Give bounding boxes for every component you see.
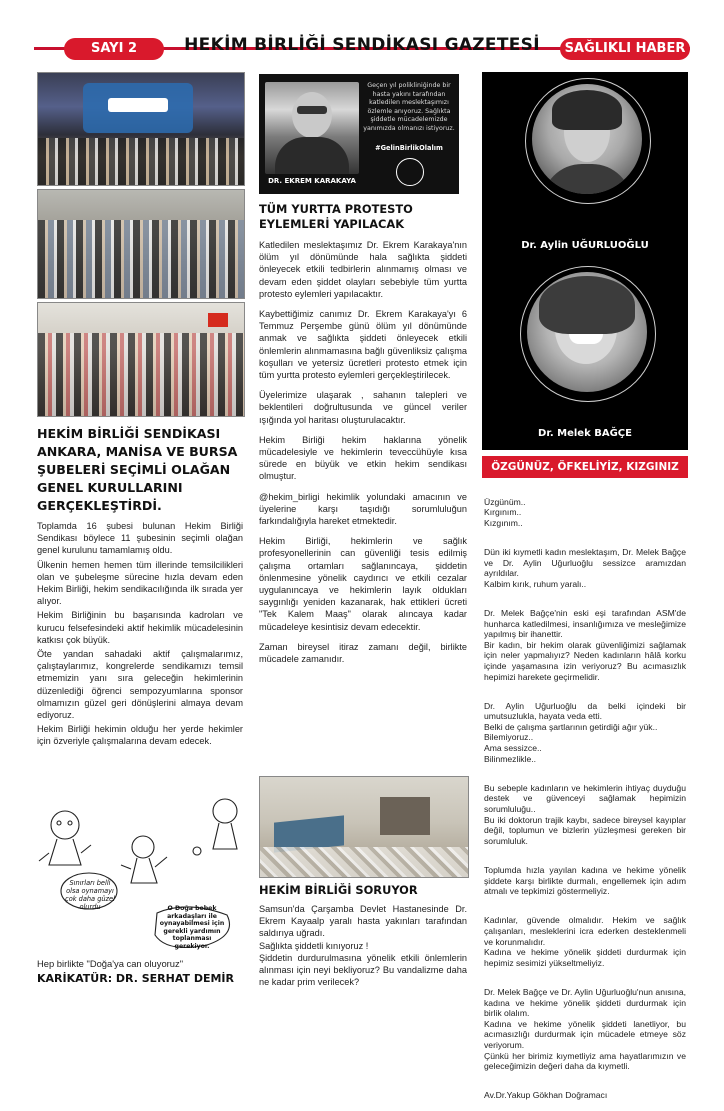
cartoonist-credit: KARİKATÜR: DR. SERHAT DEMİR <box>37 972 234 985</box>
cartoon-speech: Sınırları belli olsa oynamayı çok daha güzel olurdu <box>65 879 115 911</box>
section-badge: SAĞLIKLI HABER <box>560 38 690 60</box>
middle-headline-2: HEKİM BİRLİĞİ SORUYOR <box>259 883 418 897</box>
middle-paragraph: Kaybettiğimiz canımız Dr. Ekrem Karakaya'yı 6 Temmuz Perşembe günü ölüm yıl dönümünde anmak ve sağlıkta şiddeti önleyecek etkili önlemlerin alınmamasına bağlı güvenliksiz çalışma koşulları ve yetersiz ücretleri protesto etmek için tüm yurtta protesto eylemleri gerçekleştirilecek. <box>259 309 467 381</box>
middle-paragraph: Zaman bireysel itiraz zamanı değil, birlikte mücadele zamanıdır. <box>259 641 467 665</box>
middle-paragraph: Şiddetin durdurulmasına yönelik etkili önlemlerin alınması için neyi bekliyoruz? Bu vandalizme daha ne kadar prim verilecek? <box>259 952 467 988</box>
right-paragraph: Üzgünüm.. Kırgınım.. Kızgınım.. <box>484 496 526 528</box>
right-paragraph: Dr. Melek Bağçe ve Dr. Aylin Uğurluoğlu'nun anısına, kadına ve hekime yönelik şiddeti durdurmak için birlik olalım. Kadına ve hekime yönelik şiddeti lanetliyor, bu acımasızlığı durdurmak için mücadele etmeye söz veriyorum. Çünkü her birimiz kıymetliyiz ama hayatlarımızın ve geleceğimizin değeri daha da kıymetli. <box>484 986 686 1072</box>
right-article-body <box>484 486 686 1111</box>
union-logo-icon <box>396 158 424 186</box>
vandalism-photo <box>259 776 469 878</box>
group-photo-3 <box>37 302 245 417</box>
grief-banner: ÖZGÜNÜZ, ÖFKELİYİZ, KIZGINIZ <box>482 456 688 478</box>
group-photo-2 <box>37 189 245 299</box>
newspaper-title: HEKİM BİRLİĞİ SENDİKASI GAZETESİ <box>184 35 540 55</box>
name-aylin: Dr. Aylin UĞURLUOĞLU <box>521 240 649 251</box>
memorial-name: DR. EKREM KARAKAYA <box>268 177 356 185</box>
left-paragraph: Ülkenin hemen hemen tüm illerinde temsilcilikleri olan ve şubeleşme sürecine hızla devam eden Hekim Birliği, hekim sendikacılığında ilk sırada yer alıyor. <box>37 559 243 607</box>
left-paragraph: Toplamda 16 şubesi bulunan Hekim Birliği Sendikası böylece 11 şubesinin seçimli olağan genel kurulunu tamamlamış oldu. <box>37 521 243 556</box>
issue-badge: SAYI 2 <box>64 38 164 60</box>
portrait-melek <box>527 272 647 392</box>
left-paragraph: Öte yandan sahadaki aktif çalışmalarımız, çalıştaylarımız, kongrelerde sendikamızı temsil etmemizin yanı sıra geleceğin hekimlerinin düzenlediği öğrenci sempozyumlarına sponsor olmamızın güzel geri dönüşlerini almaya devam ediyoruz. <box>37 649 243 721</box>
memorial-card <box>259 74 459 194</box>
middle-paragraph: Hekim Birliği hekim haklarına yönelik mücadelesiyle ve hekimlerin teveccühüyle kısa sürede en büyük ve etkin hekim sendikası olmuştur. <box>259 434 467 482</box>
middle-paragraph: Samsun'da Çarşamba Devlet Hastanesinde Dr. Ekrem Kayaalp yaralı hasta yakınları tarafından saldırıya uğradı. <box>259 904 467 939</box>
middle-paragraph: @hekim_birligi hekimlik yolundaki amacının ve üyelerine karşı taşıdığı sorumluluğun farkındalığıyla hareket etmektedir. <box>259 491 467 527</box>
author-signature: Av.Dr.Yakup Gökhan Doğramacı <box>484 1090 608 1101</box>
left-article-body <box>37 520 243 750</box>
left-headline: HEKİM BİRLİĞİ SENDİKASI ANKARA, MANİSA VE BURSA ŞUBELERİ SEÇİMLİ OLAĞAN GENEL KURULLARINI GERÇEKLEŞTİRDİ. <box>37 426 238 513</box>
memorial-hashtag: #GelinBirlikOlalım <box>375 144 443 152</box>
left-paragraph: Hekim Birliğinin bu başarısında kadroları ve kurucu felsefesindeki aktif hekimlik mücadelesinin katkısı çok büyük. <box>37 610 243 645</box>
memorial-text: Geçen yıl polikliniğinde bir hasta yakını tarafından katledilen meslektaşımızı özlemle anıyoruz. Sağlıkta şiddetle mücadelemizde yanımızda olmanızı istiyoruz. <box>363 82 455 132</box>
middle-headline-1: TÜM YURTTA PROTESTO EYLEMLERİ YAPILACAK <box>259 202 413 231</box>
cartoon-note: O Doğa bebek arkadaşları ile oynayabilmesi için gerekli yardımın toplanması gerekiyor. <box>159 905 225 950</box>
cartoon <box>37 795 243 953</box>
middle-paragraph: Hekim Birliği, hekimlerin ve sağlık profesyonellerinin can güvenliği tesis edilmiş çalışma ortamları sağlanıncaya, şiddetin önlenmesine yönelik caydırıcı ve etkili cezalar uygulanıncaya ve hekimlerin layık oldukları saygınlığı yeniden kazanarak, hak ettikleri ücreti "Tek Kalem Maaş" olarak alıncaya kadar mücadeleye kesintisiz devam edecektir. <box>259 536 467 632</box>
name-melek: Dr. Melek BAĞÇE <box>538 428 632 439</box>
middle-paragraph: Üyelerimize ulaşarak , sahanın talepleri ve beklentileri doğrultusunda ve güncel veriler ışığında yol haritası oluşturulacaktır. <box>259 390 467 425</box>
group-photo-1 <box>37 72 245 186</box>
middle-paragraph: Sağlıkta şiddetli kınıyoruz ! <box>259 940 369 951</box>
right-paragraph: Dr. Melek Bağçe'nin eski eşi tarafından ASM'de hunharca katledilmesi, insanlığımıza ve mesleğimize yapılmış bir ihanettir. Bir kadın, bir hekim olarak güvenliğimizi sağlamak için neler yapmalıyız? Neden kadınların hâlâ korku içinde yaşamasına izin veriyoruz? Bu acımasızlık hepimizi harekete geçirmelidir. <box>484 607 686 682</box>
middle-article-1 <box>259 239 467 673</box>
portrait-aylin <box>532 84 642 194</box>
middle-article-2 <box>259 903 467 988</box>
right-paragraph: Dün iki kıymetli kadın meslektaşım, Dr. Melek Bağçe ve Dr. Aylin Uğurluoğlu sessizce aramızdan ayrıldılar. Kalbim kırık, ruhum yaralı.. <box>484 546 686 589</box>
memorial-photo <box>265 82 359 174</box>
right-paragraph: Dr. Aylin Uğurluoğlu da belki içindeki bir umutsuzlukla, hayata veda etti. Belki de çalışma şartlarının getirdiği ağır yük.. Bilemiyoruz.. Ama sessizce.. Bilinmezlikle.. <box>484 700 686 764</box>
right-paragraph: Bu sebeple kadınların ve hekimlerin ihtiyaç duyduğu destek ve güvenceyi sağlamak hepimizin sorumluluğu.. Bu iki doktorun trajik kaybı, sadece bireysel kayıplar değil, toplumun ve bizlerin yüzleşmesi gereken bir sorumluluk. <box>484 782 686 846</box>
left-paragraph: Hekim Birliği hekimin olduğu her yerde hekimler için özveriyle çalışmalarına devam edecek. <box>37 724 243 747</box>
right-paragraph: Kadınlar, güvende olmalıdır. Hekim ve sağlık çalışanları, mesleklerini icra ederken desteklenmeli ve korunmalıdır. Kadına ve hekime yönelik şiddeti durdurmak için hepimiz sesimizi yükseltmeliyiz. <box>484 915 686 968</box>
middle-paragraph: Katledilen meslektaşımız Dr. Ekrem Karakaya'nın ölüm yıl dönümünde hala sağlıkta şiddeti önleyecek etkili tedbirlerin alınmamış olması ve devam eden şiddet olayları sebebiyle tüm yurtta protesto eylemleri yapılacaktır. <box>259 240 467 299</box>
cartoon-caption: Hep birlikte "Doğa'ya can oluyoruz" <box>37 958 184 969</box>
right-paragraph: Toplumda hızla yayılan kadına ve hekime yönelik şiddete karşı birlikte durmalı, engellemek için adım atmalı ve tepkimizi göstermeliyiz. <box>484 865 686 897</box>
